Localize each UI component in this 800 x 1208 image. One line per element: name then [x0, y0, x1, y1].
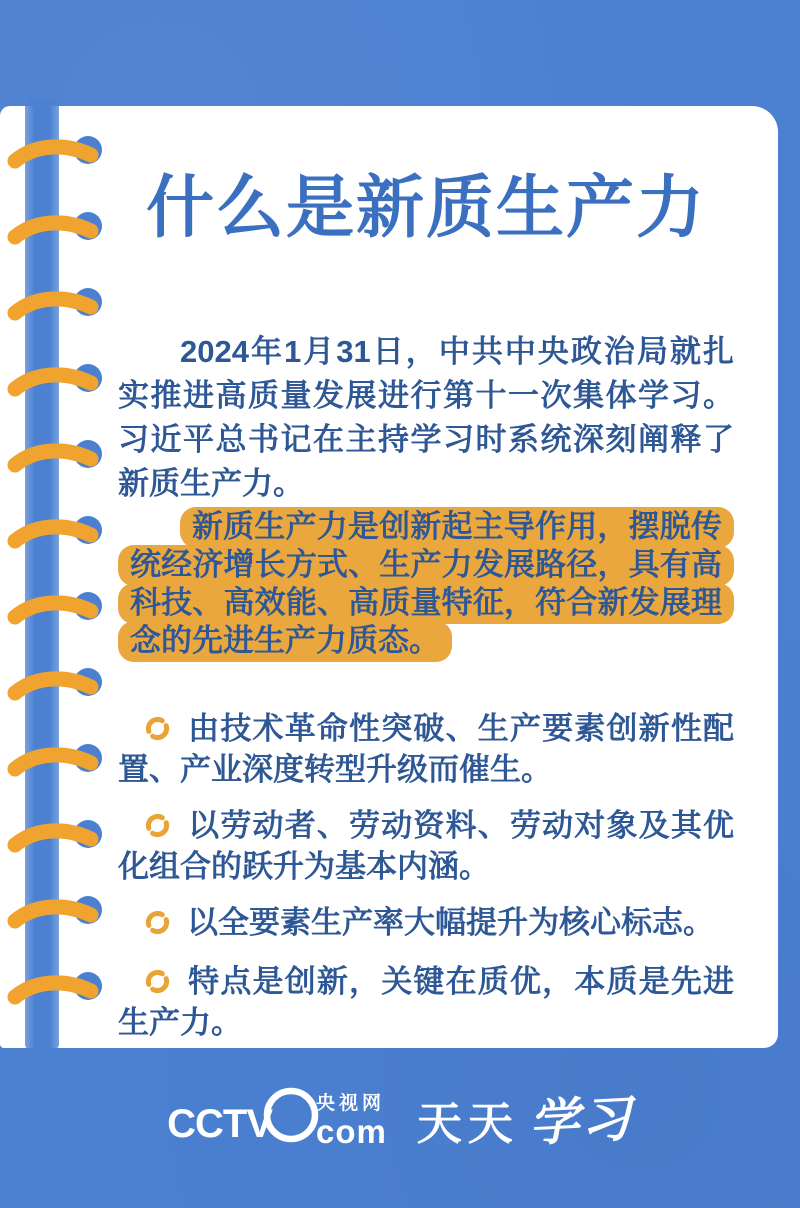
yangshiwang-label: 央视网: [316, 1093, 386, 1115]
binding-clip-icon: [6, 894, 106, 934]
loop-arrow-icon: [144, 810, 171, 848]
notebook-paper: [0, 106, 778, 1048]
binding-clip-icon: [6, 438, 106, 478]
com-label: com: [316, 1113, 387, 1150]
xuexi-script-text: 学习: [527, 1090, 635, 1152]
cctv-ring-icon: [260, 1086, 322, 1148]
highlighted-definition: 新质生产力是创新起主导作用，摆脱传统经济增长方式、生产力发展路径，具有高科技、高效能、高质量特征，符合新发展理念的先进生产力质态。: [118, 507, 734, 662]
cctv-logo: [167, 1086, 387, 1148]
bullet-item: [118, 963, 734, 1042]
tiantian-xuexi-wordmark: [416, 1090, 635, 1152]
loop-arrow-icon: [144, 966, 171, 1004]
bullet-item: [118, 710, 734, 789]
binding-clip-icon: [6, 666, 106, 706]
binding-clip-icon: [6, 970, 106, 1010]
bullet-item: [118, 807, 734, 886]
bullet-text: 以劳动者、劳动资料、劳动对象及其优化组合的跃升为基本内涵。: [118, 808, 734, 885]
binding-clip-icon: [6, 286, 106, 326]
binding-clip-icon: [6, 362, 106, 402]
bullet-list: [118, 710, 734, 1042]
loop-arrow-icon: [144, 713, 171, 751]
binding-clip-icon: [6, 742, 106, 782]
bullet-text: 特点是创新，关键在质优，本质是先进生产力。: [118, 964, 734, 1041]
binding-clip-icon: [6, 514, 106, 554]
intro-paragraph: 2024年1月31日，中共中央政治局就扎实推进高质量发展进行第十一次集体学习。习近平总书记在主持学习时系统深刻阐释了新质生产力。: [118, 334, 734, 502]
binding-clip-icon: [6, 590, 106, 630]
binding-clip-icon: [6, 134, 106, 174]
footer-logos: [0, 1086, 800, 1152]
tiantian-text: 天天: [416, 1098, 519, 1149]
loop-arrow-icon: [144, 907, 171, 945]
cctv-wordmark: CCTV: [167, 1102, 272, 1146]
cctv-site-labels: [316, 1093, 387, 1148]
binding-clip-icon: [6, 210, 106, 250]
bullet-text: 以全要素生产率大幅提升为核心标志。: [187, 905, 714, 941]
bullet-item: [118, 904, 734, 945]
page-title: 什么是新质生产力: [145, 170, 706, 246]
highlight-paragraph: [118, 508, 734, 660]
binding-clip-icon: [6, 818, 106, 858]
bullet-text: 由技术革命性突破、生产要素创新性配置、产业深度转型升级而催生。: [118, 711, 734, 788]
